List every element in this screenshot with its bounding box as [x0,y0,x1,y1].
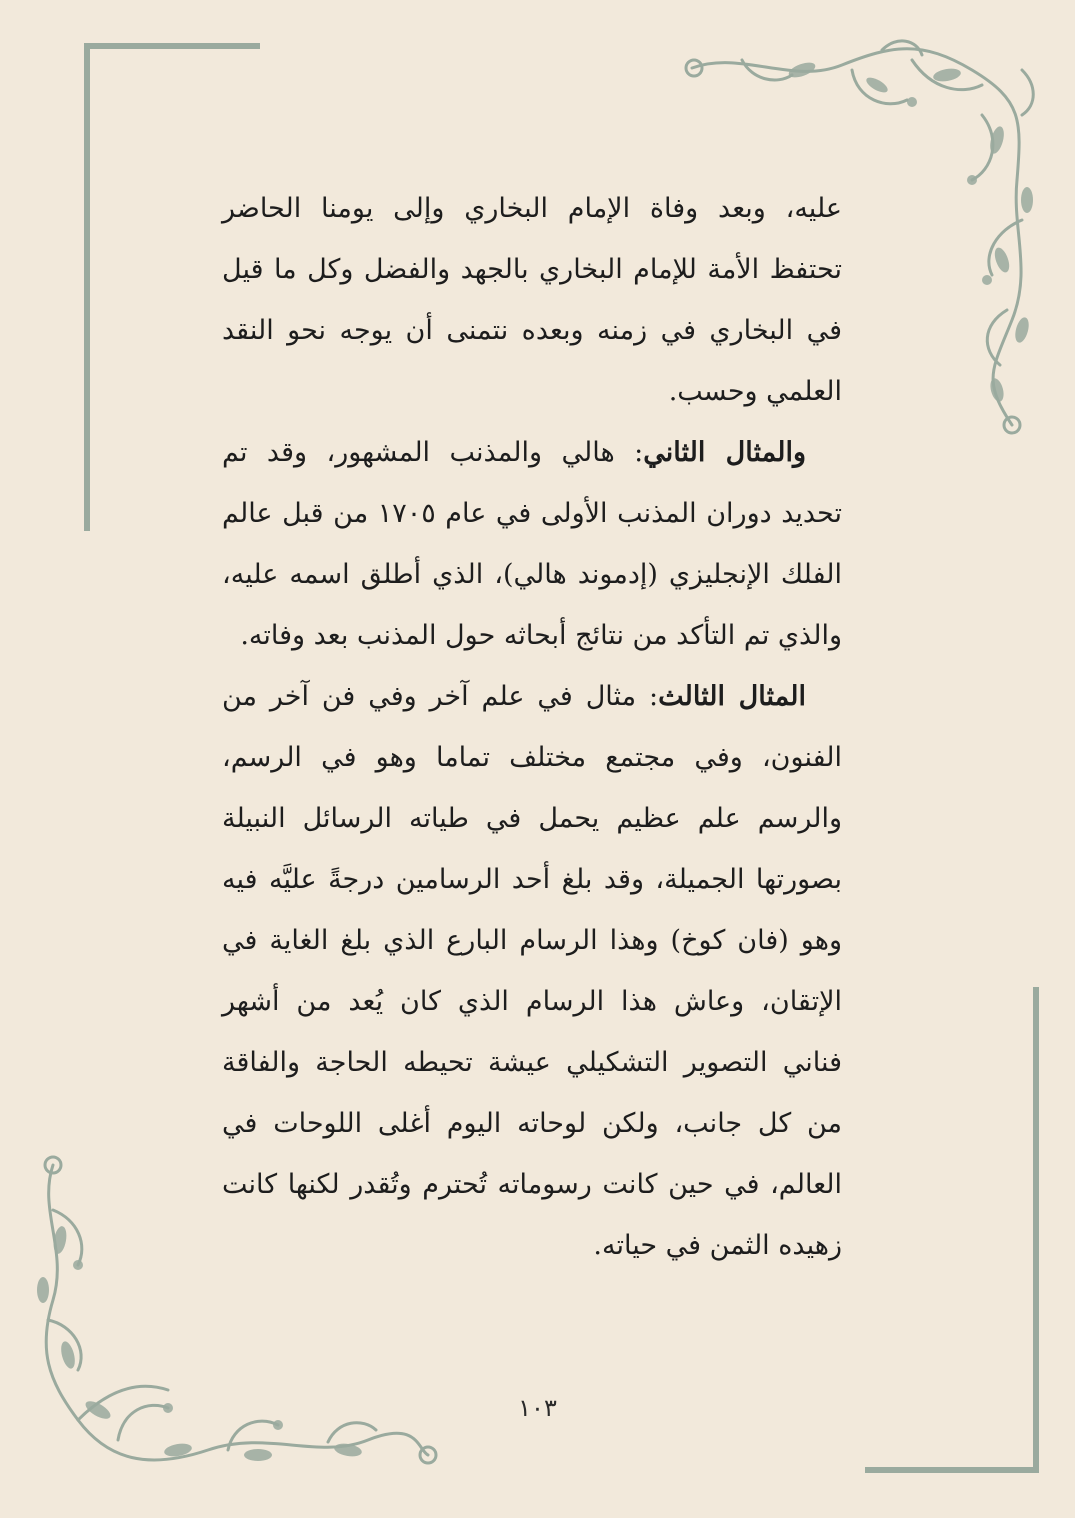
paragraph-1 [222,178,842,422]
paragraph-1-body: عليه، وبعد وفاة الإمام البخاري وإلى يومنا الحاضر تحتفظ الأمة للإمام البخاري بالجهد والفضل وكل ما قيل في البخاري في زمنه وبعده نتمنى أن يوجه نحو النقد العلمي وحسب. [222,193,842,407]
paragraph-2-body: : هالي والمذنب المشهور، وقد تم تحديد دوران المذنب الأولى في عام ١٧٠٥ من قبل عالم الفلك الإنجليزي (إدموند هالي)، الذي أطلق اسمه عليه، والذي تم التأكد من نتائج أبحاثه حول المذنب بعد وفاته. [222,437,842,651]
paragraph-3-lead: المثال الثالث [658,681,806,712]
page-number: ١٠٣ [518,1394,557,1422]
paragraph-3-body: : مثال في علم آخر وفي فن آخر من الفنون، وفي مجتمع مختلف تماما وهو في الرسم، والرسم علم عظيم يحمل في طياته الرسائل النبيلة بصورتها الجميلة، وقد بلغ أحد الرسامين درجةً عليَّه فيه وهو (فان كوخ) وهذا الرسام البارع الذي بلغ الغاية في الإتقان، وعاش هذا الرسام الذي كان يُعد من أشهر فناني التصوير التشكيلي عيشة تحيطه الحاجة والفاقة من كل جانب، ولكن لوحاته اليوم أغلى اللوحات في العالم، في حين كانت رسوماته تُحترم وتُقدر لكنها كانت زهيده الثمن في حياته. [222,681,842,1261]
page-body-text [222,178,842,1276]
paragraph-2 [222,422,842,666]
paragraph-3 [222,666,842,1276]
paragraph-2-lead: والمثال الثاني [643,437,806,468]
